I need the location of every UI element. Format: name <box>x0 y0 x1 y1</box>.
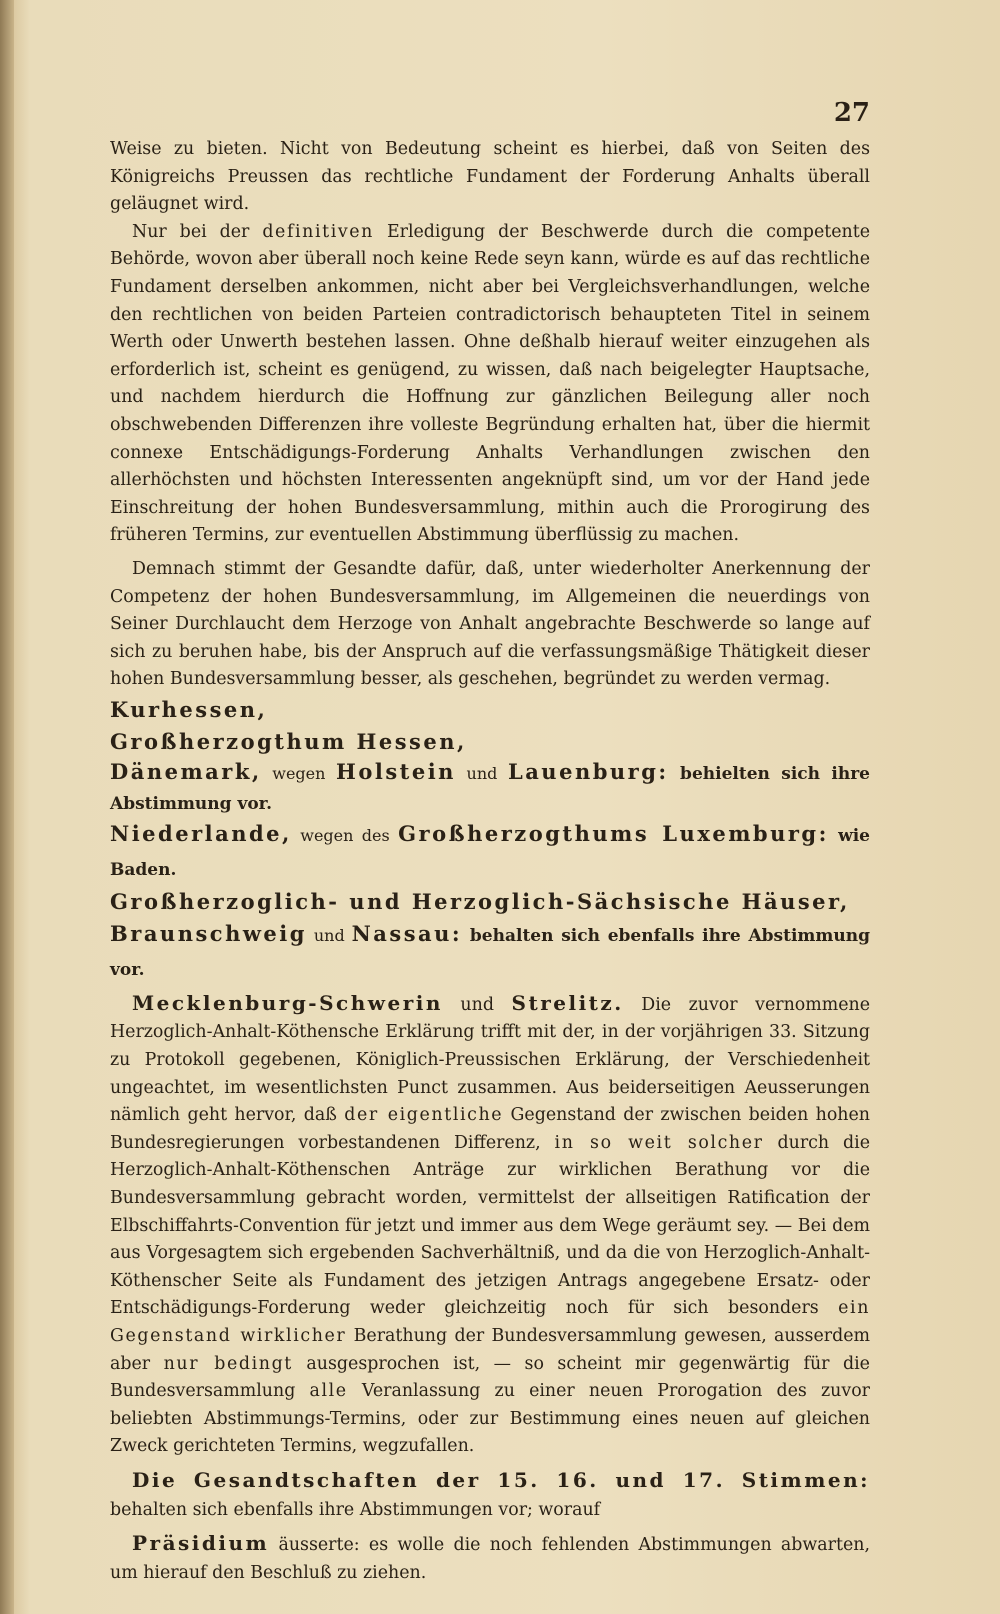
heading-daenemark <box>110 758 870 818</box>
p4-text-c: durch die Herzoglich-Anhalt-Köthenschen Anträge zur wirklichen Berathung vor die Bundesversammlung gebracht worden, vermittelst der allseitigen Ratification der Elbschiffahrts-Convention für jetzt und immer aus dem Wege geräumt sey. — Bei dem aus Vorgesagtem sich ergebenden Sachverhältniß, und da die von Herzoglich-Anhalt-Köthenscher Seite als Fundament des jetzigen Antrags angegebene Ersatz- oder Entschädigungs-Forderung weder gleichzeitig noch für sich besonders <box>110 1132 870 1319</box>
braunschweig-rest: behalten sich ebenfalls ihre Abstimmung vor. <box>110 925 870 980</box>
p4-emphasis-1: der eigentliche <box>344 1105 504 1126</box>
p4-emphasis-4: nur bedingt <box>163 1353 293 1374</box>
niederlande-rest: wie Baden. <box>110 825 871 880</box>
p4-text-e: ausgesprochen ist, — so scheint mir gegenwärtig für die Bundesversammlung <box>110 1353 870 1402</box>
gesandtschaften-heading: Die Gesandtschaften der 15. 16. und 17. Stimmen: <box>132 1467 870 1492</box>
body-text <box>110 136 870 1587</box>
heading-braunschweig <box>110 918 870 986</box>
braunschweig-name: Braunschweig <box>110 920 307 946</box>
daenemark-wegen: wegen <box>261 763 336 783</box>
mecklenburg-schwerin: Mecklenburg-Schwerin <box>132 990 443 1015</box>
daenemark-holstein: Holstein <box>336 758 456 784</box>
p2-text-a: Nur bei der <box>132 221 263 242</box>
niederlande-luxemburg: Großherzogthums Luxemburg: <box>398 820 829 846</box>
p4-emphasis-2: in so weit solcher <box>554 1132 764 1153</box>
p4-text-f: Veranlassung zu einer neuen Prorogation des zuvor beliebten Abstimmungs-Termins, oder zur Bestimmung eines neuen auf gleichen Zweck gerichteten Termins, wegzufallen. <box>110 1381 870 1457</box>
gesandtschaften-text: behalten sich ebenfalls ihre Abstimmungen vor; worauf <box>110 1499 601 1520</box>
paragraph-1: Weise zu bieten. Nicht von Bedeutung scheint es hierbei, daß von Seiten des Königreichs Preussen das rechtliche Fundament der Forderung Anhalts überall geläugnet wird. <box>110 139 870 215</box>
mecklenburg-strelitz: Strelitz. <box>511 990 624 1015</box>
p4-emphasis-5: alle <box>309 1381 348 1402</box>
braunschweig-nassau: Nassau: <box>351 920 463 946</box>
p2-text-b: Erledigung der Beschwerde durch die competente Behörde, wovon aber überall noch keine Rede seyn kann, würde es auf das rechtliche Fundament derselben ankommen, nicht aber bei Vergleichsverhandlungen, welche den rechtlichen von beiden Parteien contradictorisch behaupteten Titel in seinem Werth oder Unwerth bestehen lassen. Ohne deßhalb hierauf weiter einzugehen als erforderlich ist, scheint es genügend, zu wissen, daß nach beigelegter Hauptsache, und nachdem hierdurch die Hoffnung zur gänzlichen Beilegung aller noch obschwebenden Differenzen ihre volleste Begründung erhalten hat, über die hiermit connexe Entschädigungs-Forderung Anhalts Verhandlungen zwischen den allerhöchsten und höchsten Interessenten angeknüpft sind, um vor der Hand jede Einschreitung der hohen Bundesversammlung, mithin auch die Prorogirung des früheren Termins, zur eventuellen Abstimmung überflüssig zu machen. <box>110 221 870 546</box>
heading-niederlande <box>110 818 870 886</box>
paragraph-3: Demnach stimmt der Gesandte dafür, daß, unter wiederholter Anerkennung der Competenz der hohen Bundesversammlung, im Allgemeinen die neuerdings von Seiner Durchlaucht dem Herzoge von Anhalt angebrachte Beschwerde so lange auf sich zu beruhen habe, bis der Anspruch auf die verfassungsmäßige Thätigkeit dieser hohen Bundesversammlung besser, als geschehen, begründet zu werden vermag. <box>110 558 870 690</box>
mecklenburg-und: und <box>442 994 512 1015</box>
daenemark-und: und <box>455 763 508 783</box>
paragraph-mecklenburg <box>110 990 870 1461</box>
p2-emphasis: definitiven <box>262 221 374 242</box>
daenemark-name: Dänemark, <box>110 758 262 784</box>
niederlande-name: Niederlande, <box>110 820 292 846</box>
page-number: 27 <box>833 98 870 128</box>
p4-emphasis-3: ein Gegenstand wirklicher <box>110 1298 870 1346</box>
niederlande-wegen: wegen des <box>291 825 399 845</box>
heading-kurhessen: Kurhessen, <box>110 696 268 722</box>
p4-text-a: Die zuvor vernommene Herzoglich-Anhalt-Köthensche Erklärung trifft mit der, in der vorjährigen 33. Sitzung zu Protokoll gegebenen, Königlich-Preussischen Erklärung, der Verschiedenheit ungeachtet, im wesentlichsten Punct zusammen. Aus beiderseitigen Aeusserungen nämlich geht hervor, daß <box>110 994 871 1126</box>
paragraph-praesidium <box>110 1530 870 1587</box>
praesidium-text: äusserte: es wolle die noch fehlenden Abstimmungen abwarten, um hierauf den Beschluß zu ziehen. <box>110 1535 870 1583</box>
heading-grossherzogthum-hessen: Großherzogthum Hessen, <box>110 728 467 754</box>
praesidium-heading: Präsidium <box>132 1531 270 1556</box>
p4-text-b: Gegenstand der zwischen beiden hohen Bundesregierungen vorbestandenen Differenz, <box>110 1105 870 1153</box>
daenemark-lauenburg: Lauenburg: <box>507 758 669 784</box>
daenemark-rest: behielten sich ihre Abstimmung vor. <box>110 763 870 814</box>
heading-saechsische-haeuser: Großherzoglich- und Herzoglich-Sächsische Häuser, <box>110 888 850 914</box>
paragraph-2 <box>110 219 870 550</box>
paragraph-gesandtschaften <box>110 1467 870 1524</box>
book-gutter <box>0 0 14 1614</box>
braunschweig-und: und <box>306 925 352 945</box>
p4-text-d: Berathung der Bundesversammlung gewesen, ausserdem aber <box>110 1326 870 1374</box>
